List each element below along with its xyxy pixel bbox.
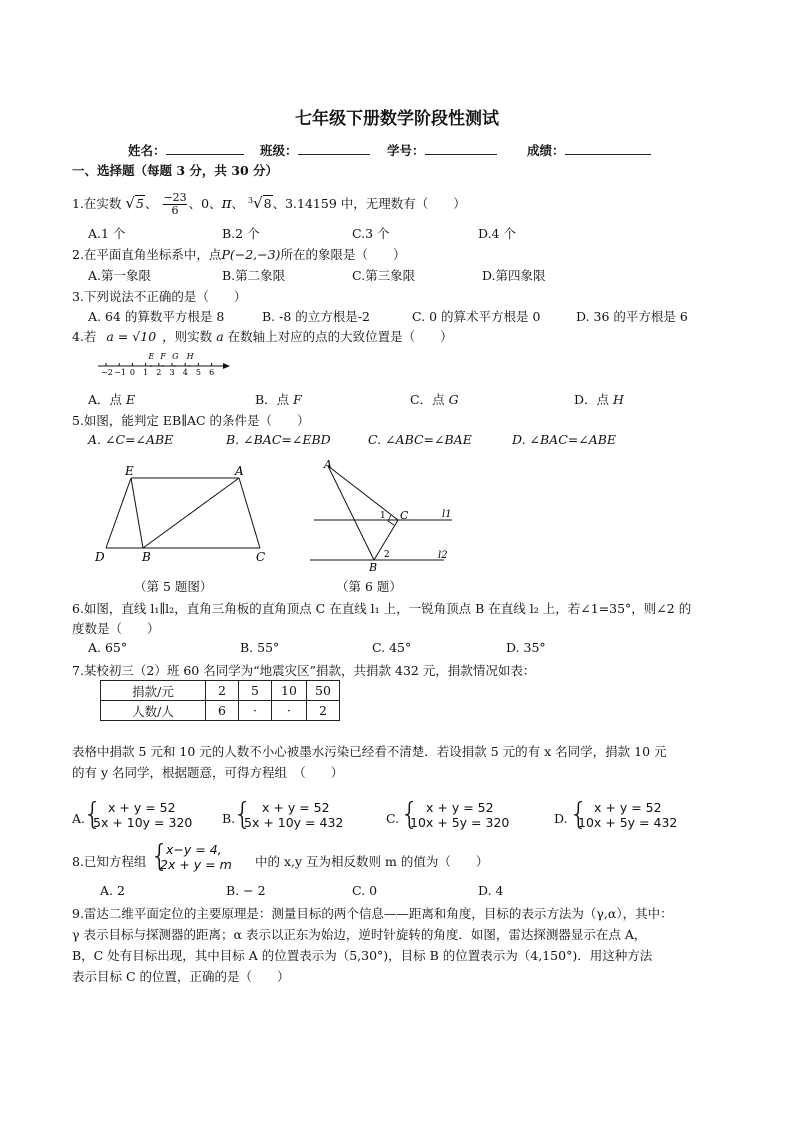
table-cell: 50 — [307, 681, 340, 701]
class-blank[interactable] — [298, 142, 370, 155]
question-9-line2: γ 表示目标与探测器的距离；α 表示以正东为始边，逆时针旋转的角度．如图，雷达探测器显示在点 A， — [72, 927, 647, 942]
score-label: 成绩： — [527, 143, 565, 158]
q8-option-b[interactable]: B. − 2 — [226, 883, 266, 898]
question-9-line4: 表示目标 C 的位置，正确的是（ ） — [72, 969, 290, 984]
segment-eb — [131, 478, 143, 548]
q8-option-c[interactable]: C. 0 — [352, 883, 378, 898]
score-blank[interactable] — [565, 142, 651, 155]
axis-point-label: H — [186, 352, 194, 361]
q6-option-a[interactable]: A. 65° — [88, 640, 128, 655]
q6-option-d[interactable]: D. 35° — [506, 640, 546, 655]
table-cell: 5 — [239, 681, 272, 701]
q3-option-b[interactable]: B. -8 的立方根是-2 — [262, 309, 370, 324]
axis-point — [188, 365, 190, 367]
donation-table — [100, 680, 340, 721]
sqrt-symbol: √ — [125, 194, 135, 212]
question-6-line2: 度数是（ ） — [72, 621, 160, 636]
class-field[interactable] — [260, 141, 370, 159]
segment-ed — [106, 478, 131, 548]
q3-option-c[interactable]: C. 0 的算术平方根是 0 — [412, 309, 541, 324]
brace-icon: { — [83, 797, 103, 832]
question-9-line1: 9.雷达二维平面定位的主要原理是：测量目标的两个信息——距离和角度，目标的表示方法为（γ,α），其中： — [72, 906, 673, 921]
id-field[interactable] — [387, 141, 497, 159]
point-p: P(−2,−3) — [221, 247, 281, 262]
axis-point-label: E — [148, 352, 155, 361]
section-heading: 一、选择题（每题 3 分，共 30 分） — [72, 163, 279, 178]
axis-tick-label: 5 — [195, 368, 201, 377]
question-6-line1: 6.如图，直线 l₁∥l₂，直角三角板的直角顶点 C 在直线 l₁ 上，一锐角顶点 B 在直线 l₂ 上，若∠1=35°，则∠2 的 — [72, 601, 692, 616]
label-b: B — [142, 550, 151, 564]
table-cell: 捐款/元 — [101, 681, 206, 701]
axis-point-label: F — [160, 352, 166, 361]
q2-option-c[interactable]: C.第三象限 — [352, 268, 416, 283]
q1-option-c[interactable]: C.3 个 — [352, 226, 390, 241]
q5-option-b[interactable]: B. ∠BAC=∠EBD — [226, 432, 331, 447]
pi-symbol: π — [221, 194, 232, 212]
question-5-stem: 5.如图，能判定 EB∥AC 的条件是（ ） — [72, 413, 310, 428]
axis-ticks — [101, 363, 214, 377]
table-cell: · — [239, 701, 272, 721]
segment-ab-6 — [328, 466, 374, 560]
axis-arrow — [223, 363, 230, 369]
axis-tick-label: 6 — [209, 368, 215, 377]
label-c6: C — [400, 509, 409, 522]
axis-tick-label: 1 — [143, 368, 149, 377]
q8-option-d[interactable]: D. 4 — [478, 883, 504, 898]
q5-option-c[interactable]: C. ∠ABC=∠BAE — [368, 432, 472, 447]
axis-tick-label: 3 — [169, 368, 175, 377]
q1-option-a[interactable]: A.1 个 — [88, 226, 126, 241]
table-cell: 10 — [272, 681, 307, 701]
q4-option-b[interactable]: B．点 F — [255, 392, 302, 407]
axis-tick-label: 2 — [156, 368, 162, 377]
q6-option-b[interactable]: B. 55° — [240, 640, 280, 655]
q2-option-a[interactable]: A.第一象限 — [88, 268, 152, 283]
question-7-para1: 表格中捐款 5 元和 10 元的人数不小心被墨水污染已经看不清楚．若设捐款 5 元的有 x 名同学，捐款 10 元 — [72, 744, 667, 759]
axis-points — [147, 352, 194, 367]
label-d: D — [95, 550, 105, 564]
segment-ab — [143, 478, 239, 548]
q4-option-a[interactable]: A．点 E — [88, 392, 136, 407]
q3-option-a[interactable]: A. 64 的算数平方根是 8 — [88, 309, 225, 324]
question-1-stem: 1.在实数 √5、 $\frac{-23}{6}$ 、0、π、 $^3$√8、3.14159 中，无理数有（ ） — [72, 191, 466, 217]
question-9-line3: B，C 处有目标出现，其中目标 A 的位置表示为（5,30°)，目标 B 的位置表示为（4,150°)．用这种方法 — [72, 948, 653, 963]
axis-tick-label: 0 — [129, 368, 135, 377]
table-cell: 2 — [206, 681, 239, 701]
q3-option-d[interactable]: D. 36 的平方根是 6 — [576, 309, 688, 324]
segment-ac-6 — [328, 466, 398, 520]
q5-option-a[interactable]: A. ∠C=∠ABE — [88, 432, 174, 447]
label-a: A — [235, 464, 244, 478]
id-label: 学号： — [387, 143, 425, 158]
q4-option-d[interactable]: D．点 H — [574, 392, 624, 407]
name-label: 姓名： — [128, 143, 166, 158]
question-7-stem: 7.某校初三（2）班 60 名同学为“地震灾区”捐款，共捐款 432 元，捐款情况如表： — [72, 663, 536, 678]
q2-option-d[interactable]: D.第四象限 — [482, 268, 546, 283]
table-cell: 2 — [307, 701, 340, 721]
question-4-stem: 4.若 a = √10 ，则实数 a 在数轴上对应的点的大致位置是（ ） — [72, 329, 453, 344]
question-2-stem: 2.在平面直角坐标系中，点P(−2,−3)所在的象限是（ ） — [72, 247, 406, 262]
name-blank[interactable] — [166, 142, 244, 155]
axis-tick-label: 4 — [182, 368, 188, 377]
number-line — [96, 350, 236, 380]
label-b6: B — [369, 561, 378, 574]
label-l1: l1 — [442, 509, 452, 520]
label-c: C — [256, 550, 266, 564]
table-cell: · — [272, 701, 307, 721]
axis-point-label: G — [172, 352, 179, 361]
segment-ac — [239, 478, 260, 548]
axis-tick-label: −2 — [101, 368, 113, 377]
brace-icon: { — [569, 797, 589, 832]
q5-option-d[interactable]: D. ∠BAC=∠ABE — [512, 432, 617, 447]
cbrt-symbol: √ — [253, 194, 263, 212]
question-7-para2: 的有 y 名同学，根据题意，可得方程组 （ ） — [72, 765, 344, 780]
label-angle1: 1 — [380, 511, 386, 521]
figure-5-trapezoid — [92, 458, 274, 570]
q1-option-b[interactable]: B.2 个 — [222, 226, 260, 241]
id-blank[interactable] — [425, 142, 497, 155]
axis-point — [174, 365, 176, 367]
a-equals-sqrt10: a = √10 — [106, 329, 157, 344]
figure-5-caption: （第 5 题图） — [134, 579, 213, 594]
q4-option-c[interactable]: C．点 G — [410, 392, 459, 407]
brace-icon: { — [150, 839, 170, 874]
label-angle2: 2 — [384, 550, 390, 560]
axis-point — [162, 365, 164, 367]
page-title: 七年级下册数学阶段性测试 — [295, 109, 499, 129]
name-field[interactable] — [128, 141, 244, 159]
table-cell: 6 — [206, 701, 239, 721]
label-l2: l2 — [438, 550, 448, 561]
axis-tick-label: −1 — [114, 368, 126, 377]
figure-6-caption: （第 6 题） — [336, 579, 402, 594]
score-field[interactable] — [527, 141, 651, 159]
table-row — [101, 681, 340, 701]
q2-option-b[interactable]: B.第二象限 — [222, 268, 286, 283]
q6-option-c[interactable]: C. 45° — [372, 640, 412, 655]
q8-option-a[interactable]: A. 2 — [100, 883, 125, 898]
label-e: E — [125, 464, 134, 478]
brace-icon: { — [233, 797, 253, 832]
cbrt-index: 3 — [247, 195, 254, 205]
axis-point — [150, 365, 152, 367]
brace-icon: { — [400, 797, 420, 832]
label-a6: A — [324, 458, 332, 471]
q1-option-d[interactable]: D.4 个 — [478, 226, 516, 241]
cbrt-radicand: 8 — [263, 196, 272, 211]
class-label: 班级： — [260, 143, 298, 158]
table-row — [101, 701, 340, 721]
sqrt-radicand: 5 — [135, 196, 144, 211]
table-cell: 人数/人 — [101, 701, 206, 721]
question-3-stem: 3.下列说法不正确的是（ ） — [72, 289, 247, 304]
fraction: $\frac{-23}{6}$ — [163, 191, 187, 217]
figure-6-triangle — [306, 458, 456, 574]
